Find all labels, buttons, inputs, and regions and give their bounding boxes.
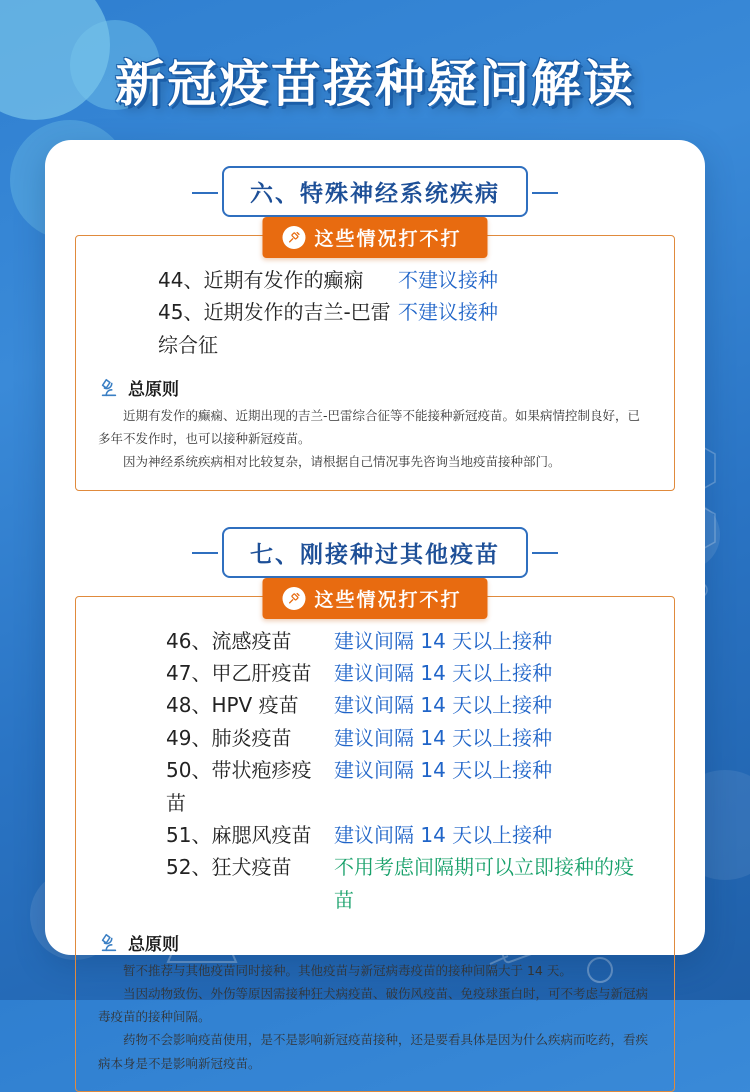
qa-question: 47、甲乙肝疫苗 <box>166 660 312 685</box>
qa-answer: 不用考虑间隔期可以立即接种的疫苗 <box>334 855 634 912</box>
qa-panel <box>75 588 675 1092</box>
qa-list <box>98 625 652 917</box>
qa-answer: 建议间隔 14 天以上接种 <box>334 822 553 847</box>
principle-title: 总原则 <box>128 935 179 956</box>
qa-row <box>98 264 652 296</box>
principle-paragraph: 因为神经系统疾病相对比较复杂，请根据自己情况事先咨询当地疫苗接种部门。 <box>123 454 561 470</box>
poster-title-wrapper <box>0 44 750 116</box>
microscope-icon <box>98 377 120 399</box>
page-title: 新冠疫苗接种疑问解读 <box>115 55 635 113</box>
section-heading <box>75 166 675 217</box>
panel-tab <box>262 217 487 258</box>
qa-question: 49、肺炎疫苗 <box>166 725 292 750</box>
panel-tab-label: 这些情况打不打 <box>314 228 462 250</box>
principle-paragraph: 药物不会影响疫苗使用，是不是影响新冠疫苗接种，还是要看具体是因为什么疾病而吃药，看疾病本身是不是影响新冠疫苗。 <box>98 1032 649 1071</box>
qa-panel <box>75 228 675 491</box>
qa-answer: 建议间隔 14 天以上接种 <box>334 693 553 718</box>
qa-question: 44、近期有发作的癫痫 <box>158 268 364 292</box>
qa-row <box>98 819 652 851</box>
content-card <box>45 140 705 1071</box>
qa-answer: 不建议接种 <box>398 268 498 292</box>
qa-row <box>98 625 652 657</box>
principle-paragraph: 暂不推荐与其他疫苗同时接种。其他疫苗与新冠病毒疫苗的接种间隔大于 14 天。 <box>123 963 572 979</box>
section-special-neurological-diseases <box>75 166 675 491</box>
principle-title: 总原则 <box>128 380 179 401</box>
section-heading-label: 七、刚接种过其他疫苗 <box>222 527 528 578</box>
syringe-icon <box>282 587 305 610</box>
qa-answer: 不建议接种 <box>398 300 498 325</box>
section-recent-other-vaccines <box>75 527 675 1092</box>
panel-tab-label: 这些情况打不打 <box>314 588 462 611</box>
section-heading-label: 六、特殊神经系统疾病 <box>222 166 528 217</box>
principle-heading <box>98 930 652 955</box>
qa-question: 51、麻腮风疫苗 <box>166 822 312 847</box>
qa-row <box>98 657 652 689</box>
principle-body <box>98 959 652 1075</box>
qa-answer: 建议间隔 14 天以上接种 <box>334 628 553 653</box>
qa-question: 48、HPV 疫苗 <box>166 693 299 718</box>
panel-tab <box>262 578 487 619</box>
qa-answer: 建议间隔 14 天以上接种 <box>334 758 553 783</box>
qa-row <box>98 722 652 754</box>
qa-row <box>98 851 652 916</box>
principle-heading <box>98 375 652 400</box>
principle-paragraph: 近期有发作的癫痫、近期出现的吉兰-巴雷综合征等不能接种新冠疫苗。如果病情控制良好，已多年不发作时，也可以接种新冠疫苗。 <box>98 408 641 447</box>
principle-block <box>98 930 652 1075</box>
microscope-icon <box>98 932 120 954</box>
syringe-icon <box>282 226 305 249</box>
qa-row <box>98 296 652 361</box>
qa-list <box>98 264 652 361</box>
principle-block <box>98 375 652 473</box>
principle-paragraph: 当因动物致伤、外伤等原因需接种狂犬病疫苗、破伤风疫苗、免疫球蛋白时，可不考虑与新冠病毒疫苗的接种间隔。 <box>98 986 649 1025</box>
qa-answer: 建议间隔 14 天以上接种 <box>334 660 553 685</box>
section-heading <box>75 527 675 578</box>
qa-question: 46、流感疫苗 <box>166 628 292 653</box>
principle-body <box>98 404 652 473</box>
qa-row <box>98 754 652 819</box>
qa-answer: 建议间隔 14 天以上接种 <box>334 725 553 750</box>
qa-question: 50、带状疱疹疫苗 <box>166 758 312 815</box>
qa-question: 45、近期发作的吉兰-巴雷综合征 <box>158 300 391 357</box>
qa-row <box>98 689 652 721</box>
qa-question: 52、狂犬疫苗 <box>166 855 292 880</box>
